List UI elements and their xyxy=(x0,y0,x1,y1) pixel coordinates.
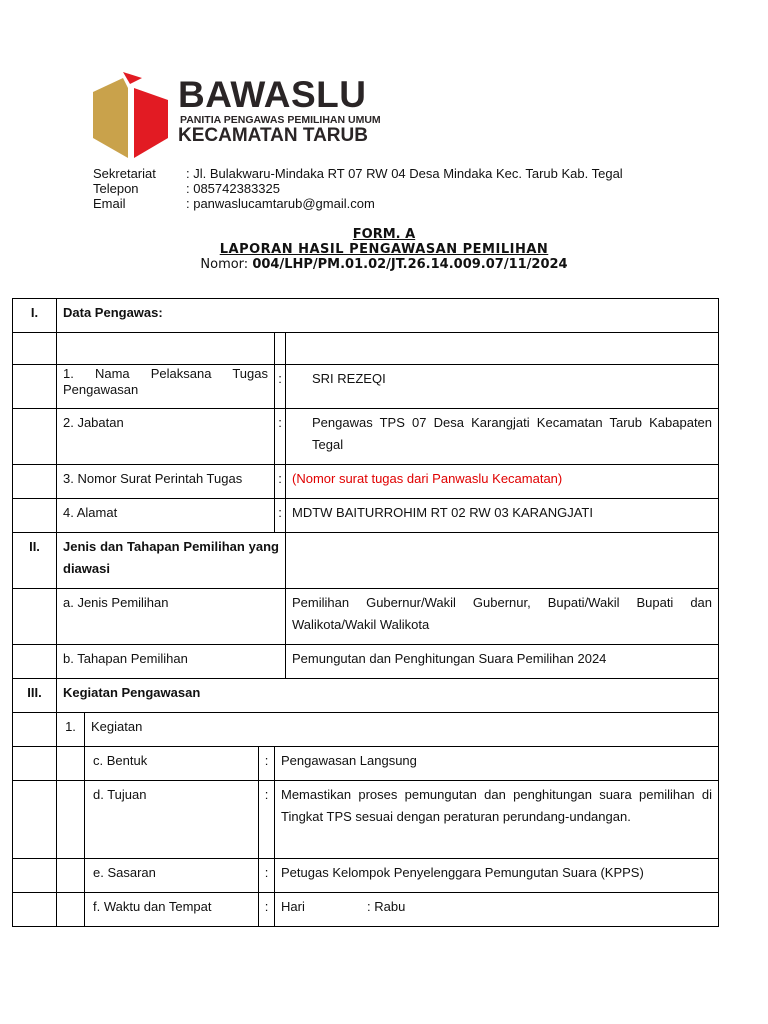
table-row xyxy=(13,893,719,927)
report-number-value: 004/LHP/PM.01.02/JT.26.14.009.07/11/2024 xyxy=(252,257,568,272)
table-row xyxy=(13,365,719,409)
subsection-number: 1. xyxy=(57,713,85,747)
row-value: Pengawas TPS 07 Desa Karangjati Kecamatan Tarub Kabapaten Tegal xyxy=(286,409,719,465)
row-value-text: : Rabu xyxy=(367,899,406,914)
contact-label: Telepon xyxy=(93,181,139,196)
contact-label: Email xyxy=(93,196,126,211)
report-number-label: Nomor: xyxy=(200,257,253,272)
row-separator: : xyxy=(259,859,275,893)
org-name: BAWASLU xyxy=(178,74,367,115)
section-title: Data Pengawas: xyxy=(57,299,719,333)
row-value: MDTW BAITURROHIM RT 02 RW 03 KARANGJATI xyxy=(286,499,719,533)
table-row xyxy=(13,499,719,533)
table-row xyxy=(13,859,719,893)
table-row xyxy=(13,409,719,465)
table-row-empty xyxy=(13,333,719,365)
row-label: 4. Alamat xyxy=(57,499,275,533)
table-row xyxy=(13,465,719,499)
contact-value: : 085742383325 xyxy=(186,181,280,196)
row-label: 3. Nomor Surat Perintah Tugas xyxy=(57,465,275,499)
row-separator: : xyxy=(259,781,275,859)
contact-label: Sekretariat xyxy=(93,166,156,181)
section-number: I. xyxy=(13,299,57,333)
row-label: d. Tujuan xyxy=(85,781,259,859)
contact-row-telepon xyxy=(93,181,623,196)
logo-gold-shape xyxy=(93,78,128,158)
row-label: f. Waktu dan Tempat xyxy=(85,893,259,927)
section-1-header xyxy=(13,299,719,333)
section-title: Kegiatan Pengawasan xyxy=(57,679,719,713)
row-separator: : xyxy=(259,747,275,781)
subsection-title: Kegiatan xyxy=(85,713,719,747)
section-number: III. xyxy=(13,679,57,713)
row-label: 1. Nama Pelaksana Tugas Pengawasan xyxy=(57,365,275,409)
form-code: FORM. A xyxy=(352,227,416,242)
section-number: II. xyxy=(13,533,57,589)
row-value: Pengawasan Langsung xyxy=(275,747,719,781)
report-number xyxy=(0,257,768,272)
row-value: Memastikan proses pemungutan dan penghitungan suara pemilihan di Tingkat TPS sesuai dengan peraturan perundang-undangan. xyxy=(275,781,719,859)
row-value-label: Hari xyxy=(281,899,305,914)
table-row xyxy=(13,747,719,781)
table-row xyxy=(13,645,719,679)
row-value: (Nomor surat tugas dari Panwaslu Kecamatan) xyxy=(286,465,719,499)
row-label: a. Jenis Pemilihan xyxy=(57,589,286,645)
row-separator: : xyxy=(275,465,286,499)
table-row xyxy=(13,781,719,859)
contact-row-email xyxy=(93,196,623,211)
row-value: Pemilihan Gubernur/Wakil Gubernur, Bupati/Wakil Bupati dan Walikota/Wakil Walikota xyxy=(286,589,719,645)
org-kecamatan: KECAMATAN TARUB xyxy=(178,125,368,146)
row-label: b. Tahapan Pemilihan xyxy=(57,645,286,679)
logo-red-shape xyxy=(134,88,168,158)
row-value: Pemungutan dan Penghitungan Suara Pemilihan 2024 xyxy=(286,645,719,679)
row-separator: : xyxy=(275,365,286,409)
section-3-header xyxy=(13,679,719,713)
subsection-row xyxy=(13,713,719,747)
row-value xyxy=(275,893,719,927)
row-label: e. Sasaran xyxy=(85,859,259,893)
logo-red-top xyxy=(123,72,142,84)
row-label: 2. Jabatan xyxy=(57,409,275,465)
report-title: LAPORAN HASIL PENGAWASAN PEMILIHAN xyxy=(219,242,549,257)
section-2-header xyxy=(13,533,719,589)
contact-row-sekretariat xyxy=(93,166,623,181)
report-table xyxy=(12,298,719,927)
contact-value: : Jl. Bulakwaru-Mindaka RT 07 RW 04 Desa Mindaka Kec. Tarub Kab. Tegal xyxy=(186,166,623,181)
row-value: SRI REZEQI xyxy=(286,365,719,409)
section-title: Jenis dan Tahapan Pemilihan yang diawasi xyxy=(57,533,286,589)
row-separator: : xyxy=(275,409,286,465)
row-value: Petugas Kelompok Penyelenggara Pemungutan Suara (KPPS) xyxy=(275,859,719,893)
contact-value: : panwaslucamtarub@gmail.com xyxy=(186,196,375,211)
table-row xyxy=(13,589,719,645)
row-separator: : xyxy=(259,893,275,927)
contact-block xyxy=(93,166,623,211)
org-subtitle: PANITIA PENGAWAS PEMILIHAN UMUM xyxy=(180,114,381,126)
row-label: c. Bentuk xyxy=(85,747,259,781)
row-separator: : xyxy=(275,499,286,533)
